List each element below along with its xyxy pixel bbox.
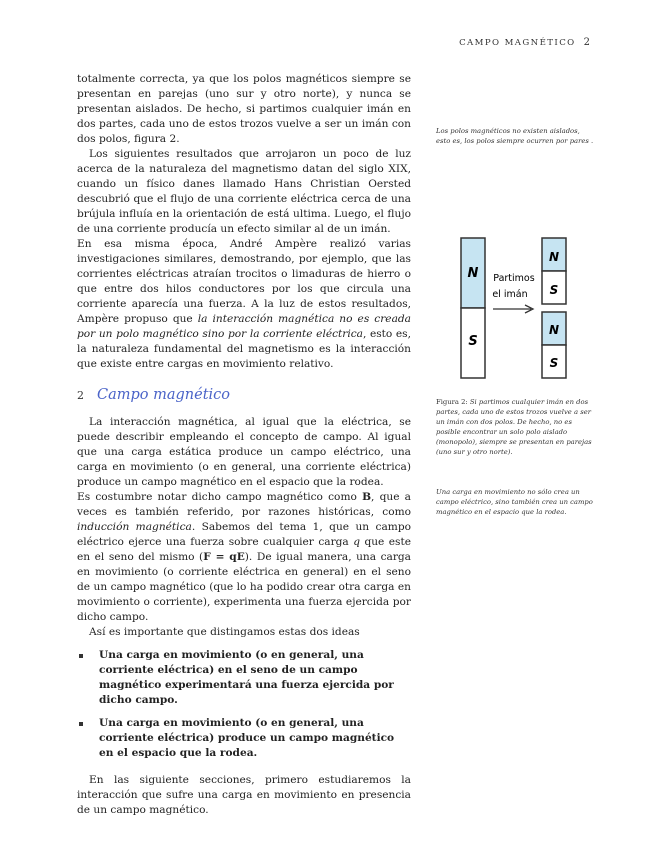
piece1-label-n: N bbox=[548, 250, 560, 264]
list-item: Una carga en movimiento (o en general, una corriente eléctrica) produce un campo magnético en el espacio que la rodea. bbox=[77, 716, 411, 761]
paragraph: En las siguiente secciones, primero estudiaremos la interacción que sufre una carga en movimiento en presencia de un campo magnético. bbox=[77, 774, 411, 816]
caption-label: Figura 2: bbox=[436, 398, 468, 406]
paragraph: Es costumbre notar dicho campo magnético como B, que a veces es también referido, por razones históricas, como inducción magnética. Sabemos del tema 1, que un campo eléctrico ejerce una fuerza sobre cualquier carga q que este en el seno del mismo (F = qE). De igual manera, una carga en movimiento (o corriente eléctrica en general) en el seno de un campo magnético (que lo ha podido crear otra carga en movimiento o corriente), experimenta una fuerza ejercida por dicho campo. bbox=[77, 491, 412, 623]
caption-text: Si partimos cualquier imán en dos partes, cada uno de estos trozos vuelve a ser un imán con dos polos. De hecho, no es posible encontrar un solo polo aislado (monopolo), siempre se presentan en parejas (uno sur y otro norte). bbox=[436, 398, 592, 456]
arrow-text-2: el imán bbox=[492, 289, 528, 300]
pole-label-s: S bbox=[468, 334, 478, 349]
piece1-label-s: S bbox=[549, 283, 559, 297]
section-number: 2 bbox=[77, 389, 84, 402]
running-header bbox=[459, 37, 590, 48]
section-title: Campo magnético bbox=[97, 387, 231, 403]
margin-note: Una carga en movimiento no sólo crea un campo eléctrico, sino también crea un campo magnético en el espacio que la rodea. bbox=[436, 488, 593, 516]
formula: F = qE bbox=[203, 551, 245, 563]
margin-note: Los polos magnéticos no existen aislados, esto es, los polos siempre ocurren por pares . bbox=[436, 127, 594, 145]
paragraph: totalmente correcta, ya que los polos magnéticos siempre se presentan en parejas (uno sur y otro norte), y nunca se presentan aislados. De hecho, si partimos cualquier imán en dos partes, cada uno de estos trozos vuelve a ser un imán con dos polos, figura 2. bbox=[77, 73, 411, 145]
bullet-list bbox=[77, 648, 411, 761]
emphasis: la interacción magnética no es creada por un polo magnético sino por la corriente eléctrica bbox=[77, 313, 411, 340]
paragraph: La interacción magnética, al igual que la eléctrica, se puede describir empleando el concepto de campo. Al igual que una carga estática produce un campo eléctrico, una carga en movimiento (o en general, una corriente eléctrica) produce un campo magnético en el espacio que la rodea. bbox=[77, 416, 411, 488]
pole-label-n: N bbox=[467, 266, 479, 281]
arrow-text-1: Partimos bbox=[493, 273, 535, 284]
paragraph: Así es importante que distingamos estas dos ideas bbox=[89, 626, 360, 638]
figure-caption bbox=[436, 397, 596, 457]
paragraph: Los siguientes resultados que arrojaron un poco de luz acerca de la naturaleza del magnetismo datan del siglo XIX, cuando un físico danes llamado Hans Christian Oersted descubrió que el flujo de una corriente eléctrica cerca de una brújula influía en la orientación de está ultima. Luego, el flujo de una corriente producía un efecto similar al de un imán. bbox=[77, 148, 411, 235]
piece2-label-n: N bbox=[548, 323, 560, 337]
page-number: 2 bbox=[583, 37, 590, 48]
header-title: CAMPO MAGNÉTICO bbox=[459, 38, 576, 48]
magnet-figure bbox=[455, 237, 585, 382]
section-heading bbox=[77, 388, 411, 403]
list-item: Una carga en movimiento (o en general, una corriente eléctrica) en el seno de un campo magnético experimentará una fuerza ejercida por dicho campo. bbox=[77, 648, 411, 708]
paragraph: En esa misma época, André Ampère realizó varias investigaciones similares, demostrando, por ejemplo, que las corrientes eléctricas atraían trocitos o limaduras de hierro o que entre dos hilos conductores por los que circula una corriente aparecía una fuerza. A la luz de estos resultados, Ampère propuso que la interacción magnética no es creada por un polo magnético sino por la corriente eléctrica, esto es, la naturaleza fundamental del magnetismo es la interacción que existe entre cargas en movimiento relativo. bbox=[77, 238, 411, 370]
main-text-column bbox=[77, 72, 411, 818]
piece2-label-s: S bbox=[549, 356, 559, 370]
magnet-diagram bbox=[455, 237, 585, 382]
